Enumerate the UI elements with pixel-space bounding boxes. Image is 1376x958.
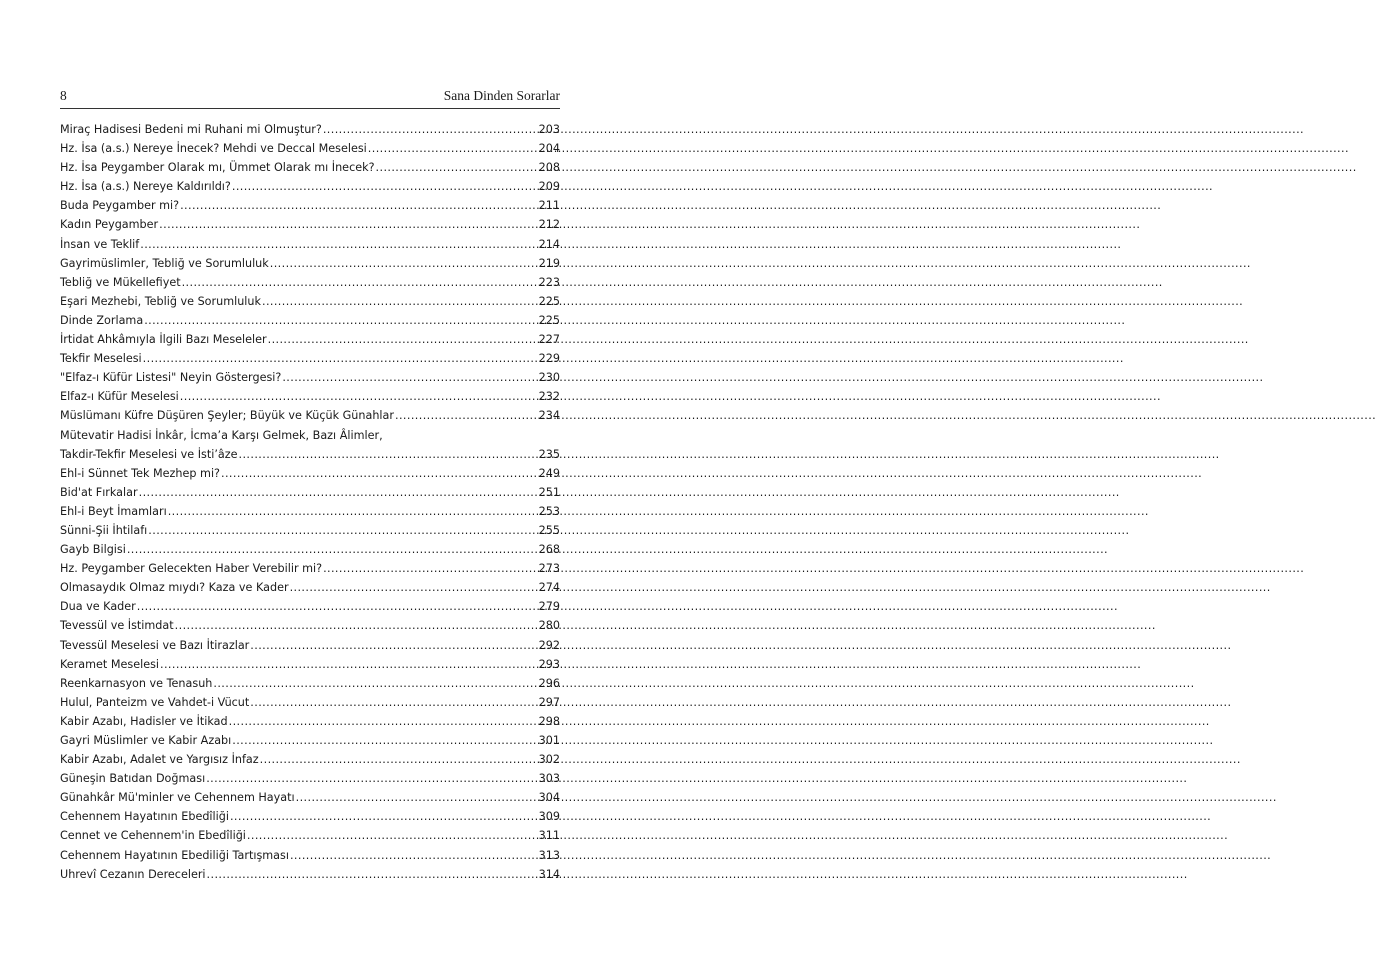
toc-entry-page: 313 (538, 848, 560, 862)
toc-entry (60, 483, 560, 502)
toc-entry-title: Hz. İsa (a.s.) Nereye İnecek? Mehdi ve Deccal Meselesi (60, 142, 367, 156)
toc-entry-title: Kadın Peygamber (60, 218, 159, 232)
toc-entry-page: 302 (538, 753, 560, 767)
toc-entry-page: 301 (538, 734, 560, 747)
toc-entry-title: Sünni-Şii İhtilafı (60, 523, 148, 537)
dot-leader (206, 769, 535, 788)
toc-entry-page: 311 (538, 829, 560, 843)
toc-entry-title: İrtidat Ahkâmıyla İlgili Bazı Meseleler (60, 333, 267, 347)
toc-entry-page: 208 (538, 161, 560, 175)
toc-entry-title: Kabir Azabı, Hadisler ve İtikad (60, 714, 228, 728)
toc-entry-title: Ehl-i Beyt İmamları (60, 504, 167, 518)
toc-entry-page: 223 (538, 275, 560, 289)
toc-entry-title: Günahkâr Mü'minler ve Cehennem Hayatı (60, 791, 295, 805)
dot-leader (250, 693, 535, 712)
toc-entry (60, 826, 560, 845)
page-number: 8 (60, 88, 67, 103)
toc-entry-title: Güneşin Batıdan Doğması (60, 772, 206, 786)
toc-entry (60, 406, 560, 425)
dot-leader (148, 521, 535, 540)
toc-entry-title: Gayri Müslimler ve Kabir Azabı (60, 734, 232, 747)
toc-entry-title: Buda Peygamber mi? (60, 199, 180, 213)
toc-entry-page: 212 (538, 218, 560, 232)
dot-leader (127, 540, 536, 559)
toc-entry-title: Hz. İsa Peygamber Olarak mı, Ümmet Olarak mı İnecek? (60, 161, 375, 175)
toc-entry-page: 292 (538, 638, 560, 652)
toc-entry (60, 120, 560, 139)
table-of-contents (60, 120, 560, 884)
dot-leader (323, 559, 536, 578)
toc-entry (60, 330, 560, 349)
toc-entry-page: 280 (538, 619, 560, 633)
dot-leader (232, 177, 536, 196)
dot-leader (290, 846, 536, 865)
toc-entry-page: 303 (538, 772, 560, 786)
dot-leader (160, 655, 536, 674)
page-header (60, 86, 560, 109)
toc-entry-title: Eşari Mezhebi, Tebliğ ve Sorumluluk (60, 294, 261, 308)
toc-entry-page: 204 (538, 142, 560, 156)
toc-entry (60, 349, 560, 368)
toc-entry-page: 225 (538, 313, 560, 327)
toc-entry (60, 521, 560, 540)
toc-entry-title: İnsan ve Teklif (60, 237, 140, 251)
toc-entry (60, 865, 560, 884)
toc-entry-page: 298 (538, 714, 560, 728)
toc-entry-page: 225 (538, 294, 560, 308)
toc-entry-page: 255 (538, 523, 560, 537)
toc-entry (60, 196, 560, 215)
toc-entry (60, 636, 560, 655)
toc-entry-title: "Elfaz-ı Küfür Listesi" Neyin Göstergesi? (60, 371, 282, 385)
toc-entry-title: Gayrimüslimler, Tebliğ ve Sorumluluk (60, 256, 269, 270)
toc-entry-page: 274 (538, 581, 560, 595)
toc-entry-title: Müslümanı Küfre Düşüren Şeyler; Büyük ve Küçük Günahlar (60, 409, 394, 423)
toc-entry-title: Tebliğ ve Mükellefiyet (60, 275, 181, 289)
toc-entry (60, 254, 560, 273)
dot-leader (213, 674, 535, 693)
toc-entry (60, 616, 560, 635)
dot-leader (221, 464, 536, 483)
toc-entry-page: 296 (538, 676, 560, 690)
dot-leader (270, 254, 536, 273)
dot-leader (250, 636, 535, 655)
toc-entry (60, 540, 560, 559)
toc-entry (60, 235, 560, 254)
toc-entry (60, 177, 560, 196)
dot-leader (268, 330, 536, 349)
toc-entry (60, 445, 560, 464)
dot-leader (282, 368, 535, 387)
dot-leader (395, 406, 536, 425)
dot-leader (143, 349, 536, 368)
toc-entry (60, 139, 560, 158)
dot-leader (262, 292, 536, 311)
toc-entry (60, 578, 560, 597)
dot-leader (247, 826, 536, 845)
dot-leader (296, 788, 536, 807)
toc-entry (60, 426, 560, 445)
toc-entry-page: 251 (538, 485, 560, 499)
toc-entry-page: 234 (538, 409, 560, 423)
dot-leader (290, 578, 536, 597)
toc-entry-page: 249 (538, 466, 560, 480)
toc-entry (60, 731, 560, 750)
toc-entry-title: Dua ve Kader (60, 600, 136, 614)
toc-entry-page: 209 (538, 180, 560, 194)
toc-entry (60, 846, 560, 865)
toc-entry-page: 219 (538, 256, 560, 270)
toc-entry-page: 235 (538, 447, 560, 461)
toc-entry-page: 297 (538, 695, 560, 709)
toc-entry (60, 655, 560, 674)
dot-leader (232, 731, 535, 750)
dot-leader (168, 502, 536, 521)
toc-entry-title: Takdir-Tekfir Meselesi ve İsti’âze (60, 447, 238, 461)
dot-leader (230, 807, 536, 826)
toc-entry-title: Tekfir Meselesi (60, 352, 142, 366)
dot-leader (368, 139, 536, 158)
toc-entry (60, 788, 560, 807)
dot-leader (140, 235, 535, 254)
dot-leader (239, 445, 536, 464)
toc-entry (60, 597, 560, 616)
toc-entry-title: Mütevatir Hadisi İnkâr, İcma’a Karşı Gelmek, Bazı Âlimler, (60, 428, 383, 442)
dot-leader (137, 597, 536, 616)
dot-leader (144, 311, 535, 330)
toc-entry-page: 232 (538, 390, 560, 404)
toc-entry (60, 215, 560, 234)
dot-leader (229, 712, 536, 731)
toc-entry-title: Tevessül Meselesi ve Bazı İtirazlar (60, 638, 250, 652)
dot-leader (376, 158, 536, 177)
toc-entry (60, 292, 560, 311)
toc-entry-title: Cehennem Hayatının Ebediliği Tartışması (60, 848, 289, 862)
dot-leader (207, 865, 536, 884)
toc-entry-page: 304 (538, 791, 560, 805)
toc-entry-page: 268 (538, 543, 560, 557)
toc-entry-title: Dinde Zorlama (60, 313, 144, 327)
running-title: Sana Dinden Sorarlar (443, 88, 560, 103)
dot-leader (182, 273, 536, 292)
toc-entry-page: 230 (538, 371, 560, 385)
toc-entry (60, 158, 560, 177)
toc-entry-title: Keramet Meselesi (60, 657, 160, 671)
toc-entry-page: 203 (538, 123, 560, 136)
toc-entry-title: Bid'at Fırkalar (60, 485, 138, 499)
toc-entry (60, 559, 560, 578)
toc-entry (60, 464, 560, 483)
toc-entry (60, 712, 560, 731)
toc-entry-title: Gayb Bilgisi (60, 543, 126, 557)
toc-entry (60, 368, 560, 387)
toc-entry (60, 311, 560, 330)
toc-entry-title: Tevessül ve İstimdat (60, 619, 174, 633)
dot-leader (180, 387, 536, 406)
toc-entry-page: 227 (538, 333, 560, 347)
toc-entry (60, 273, 560, 292)
toc-entry-page: 253 (538, 504, 560, 518)
dot-leader (323, 120, 536, 139)
toc-entry-title: Kabir Azabı, Adalet ve Yargısız İnfaz (60, 753, 259, 767)
toc-entry (60, 387, 560, 406)
toc-entry-page: 211 (538, 199, 560, 213)
toc-entry-page: 314 (538, 867, 560, 881)
toc-entry-title: Elfaz-ı Küfür Meselesi (60, 390, 179, 404)
toc-entry-page: 293 (538, 657, 560, 671)
toc-entry-title: Hz. İsa (a.s.) Nereye Kaldırıldı? (60, 180, 231, 194)
dot-leader (175, 616, 536, 635)
toc-entry-title: Uhrevî Cezanın Dereceleri (60, 867, 206, 881)
toc-entry-title: Hulul, Panteizm ve Vahdet-i Vücut (60, 695, 250, 709)
toc-entry-title: Olmasaydık Olmaz mıydı? Kaza ve Kader (60, 581, 289, 595)
toc-entry (60, 502, 560, 521)
toc-entry-page: 229 (538, 352, 560, 366)
toc-entry (60, 769, 560, 788)
dot-leader (180, 196, 536, 215)
toc-entry (60, 674, 560, 693)
toc-entry-page: 214 (538, 237, 560, 251)
toc-entry-page: 309 (538, 810, 560, 824)
toc-entry-title: Hz. Peygamber Gelecekten Haber Verebilir mi? (60, 562, 323, 576)
dot-leader (139, 483, 536, 502)
toc-entry-title: Cennet ve Cehennem'in Ebedîliği (60, 829, 246, 843)
toc-entry (60, 693, 560, 712)
dot-leader (260, 750, 536, 769)
toc-entry (60, 750, 560, 769)
toc-entry-title: Reenkarnasyon ve Tenasuh (60, 676, 213, 690)
toc-entry-page: 273 (538, 562, 560, 576)
toc-entry-page: 279 (538, 600, 560, 614)
toc-entry-title: Miraç Hadisesi Bedeni mi Ruhani mi Olmuştur? (60, 123, 322, 136)
dot-leader (159, 215, 535, 234)
toc-entry-title: Ehl-i Sünnet Tek Mezhep mi? (60, 466, 220, 480)
toc-entry (60, 807, 560, 826)
toc-entry-title: Cehennem Hayatının Ebedîliği (60, 810, 229, 824)
